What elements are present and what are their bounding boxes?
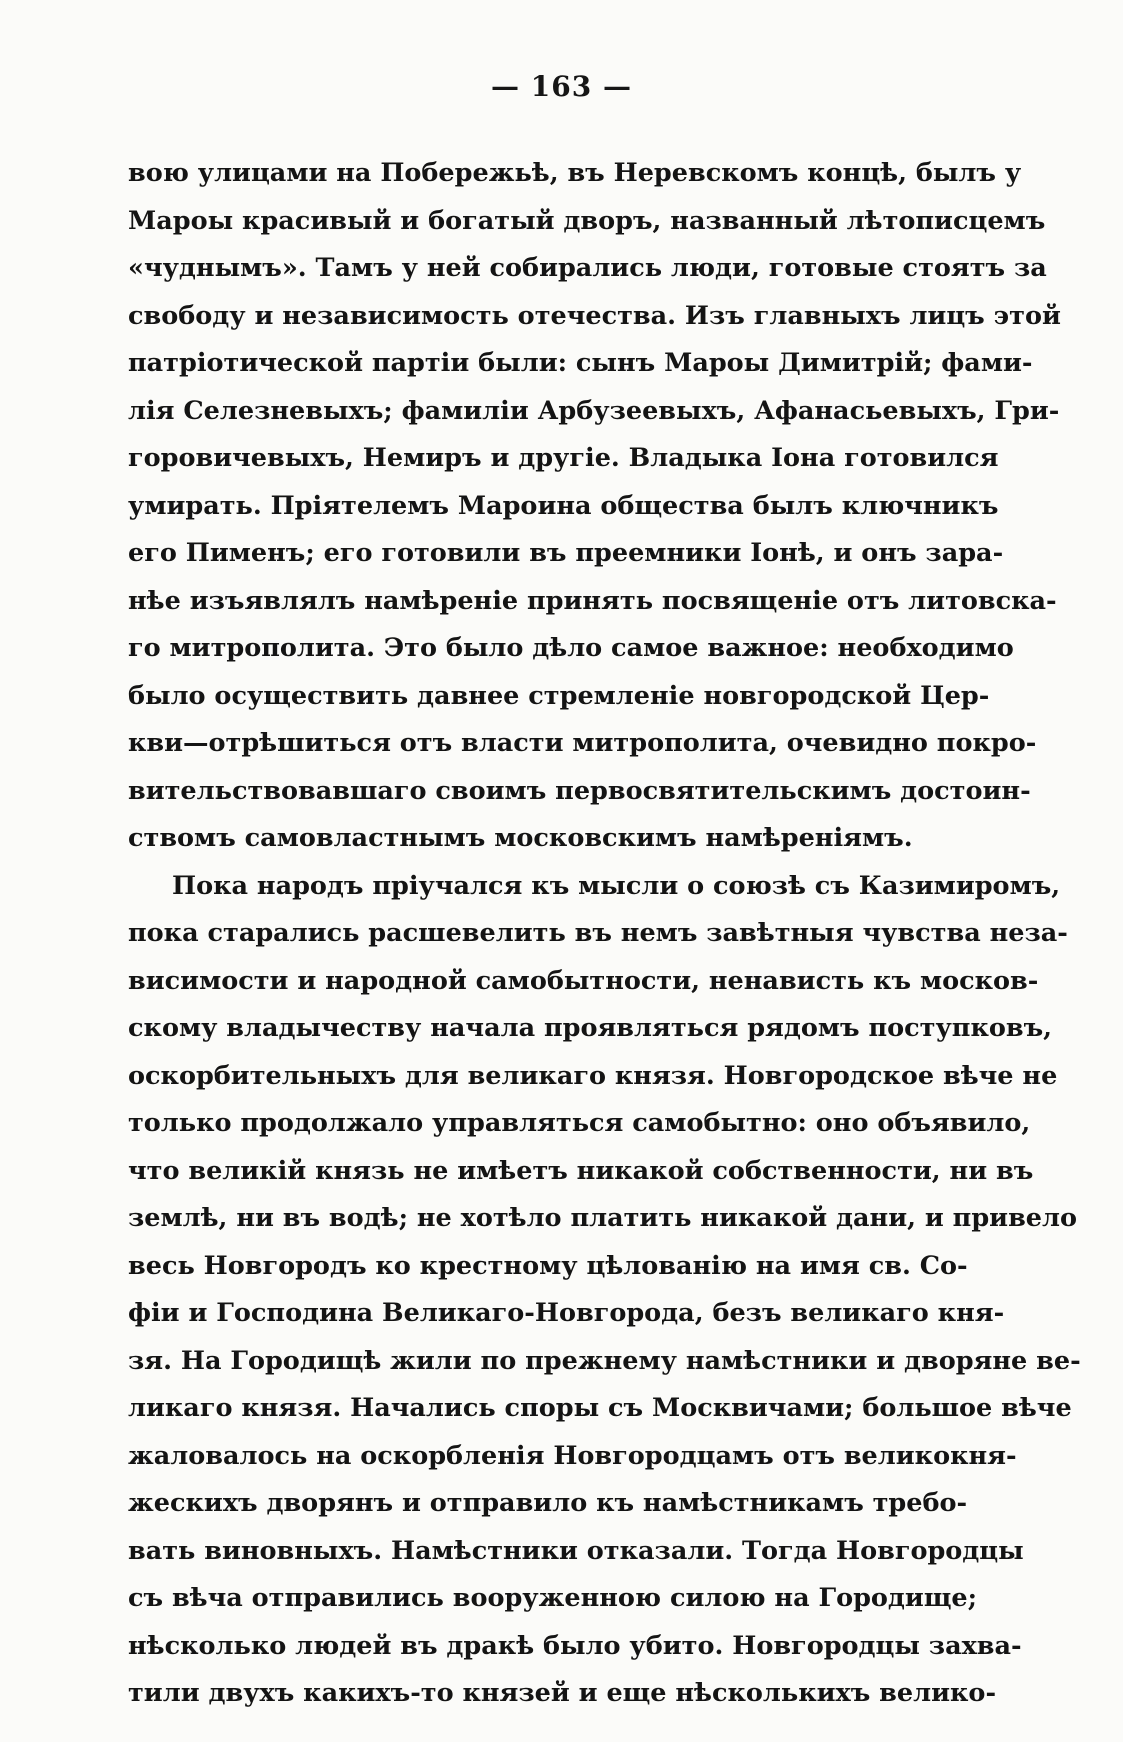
text-line: съ вѣча отправились вооруженною силою на Городище;: [128, 1583, 978, 1613]
text-line: «чуднымъ». Тамъ у ней собирались люди, готовые стоятъ за: [128, 253, 1047, 283]
text-line: ствомъ самовластнымъ московскимъ намѣреніямъ.: [128, 823, 913, 853]
page-number: — 163 —: [491, 70, 632, 103]
text-line: жаловалось на оскорбленія Новгородцамъ отъ великокня-: [128, 1440, 1017, 1471]
text-line: нѣе изъявлялъ намѣреніе принять посвященіе отъ литовска-: [128, 585, 1057, 616]
text-line: вою улицами на Побережьѣ, въ Неревскомъ концѣ, былъ у: [128, 158, 1022, 188]
text-line: ликаго князя. Начались споры съ Москвичами; большое вѣче: [128, 1393, 1072, 1423]
text-line: фіи и Господина Великаго-Новгорода, безъ великаго кня-: [128, 1298, 1005, 1328]
text-line: его Пименъ; его готовили въ преемники Іонѣ, и онъ зара-: [128, 538, 1004, 568]
text-line: нѣсколько людей въ дракѣ было убито. Новгородцы захва-: [128, 1630, 1022, 1661]
paragraph: [128, 863, 1081, 1718]
text-line: оскорбительныхъ для великаго князя. Новгородское вѣче не: [128, 1060, 1058, 1091]
text-line: свободу и независимость отечества. Изъ главныхъ лицъ этой: [128, 300, 1061, 331]
text-line: го митрополита. Это было дѣло самое важное: необходимо: [128, 633, 1014, 663]
text-line: пока старались расшевелить въ немъ завѣтныя чувства неза-: [128, 918, 1068, 948]
text-line: было осуществить давнее стремленіе новгородской Цер-: [128, 680, 990, 711]
text-line: вать виновныхъ. Намѣстники отказали. Тогда Новгородцы: [128, 1535, 1024, 1566]
text-line: скому владычеству начала проявляться рядомъ поступковъ,: [128, 1013, 1053, 1043]
body-text: [128, 150, 1081, 1718]
text-line: патріотической партіи были: сынъ Мароы Димитрій; фами-: [128, 348, 1033, 378]
text-line: вительствовавшаго своимъ первосвятительскимъ достоин-: [128, 775, 1031, 806]
text-line: лія Селезневыхъ; фамиліи Арбузеевыхъ, Афанасьевыхъ, Гри-: [128, 395, 1060, 426]
text-line: весь Новгородъ ко крестному цѣлованію на имя св. Со-: [128, 1250, 968, 1281]
text-line: горовичевыхъ, Немиръ и другіе. Владыка Іона готовился: [128, 443, 999, 473]
text-line: что великій князь не имѣетъ никакой собственности, ни въ: [128, 1155, 1034, 1186]
text-line: висимости и народной самобытности, ненависть къ москов-: [128, 965, 1039, 996]
text-line: Пока народъ пріучался къ мысли о союзѣ съ Казимиромъ,: [172, 870, 1061, 901]
text-line: жескихъ дворянъ и отправило къ намѣстникамъ требо-: [128, 1488, 968, 1518]
text-line: Мароы красивый и богатый дворъ, названный лѣтописцемъ: [128, 205, 1046, 236]
text-line: тили двухъ какихъ-то князей и еще нѣсколькихъ велико-: [128, 1678, 997, 1708]
text-line: только продолжало управляться самобытно: оно объявило,: [128, 1108, 1031, 1138]
text-line: умирать. Пріятелемъ Мароина общества былъ ключникъ: [128, 490, 999, 521]
paragraph: [128, 150, 1061, 863]
text-line: землѣ, ни въ водѣ; не хотѣло платить никакой дани, и привело: [128, 1203, 1078, 1233]
text-line: кви—отрѣшиться отъ власти митрополита, очевидно покро-: [128, 728, 1037, 758]
text-line: зя. На Городищѣ жили по прежнему намѣстники и дворяне ве-: [128, 1345, 1081, 1376]
